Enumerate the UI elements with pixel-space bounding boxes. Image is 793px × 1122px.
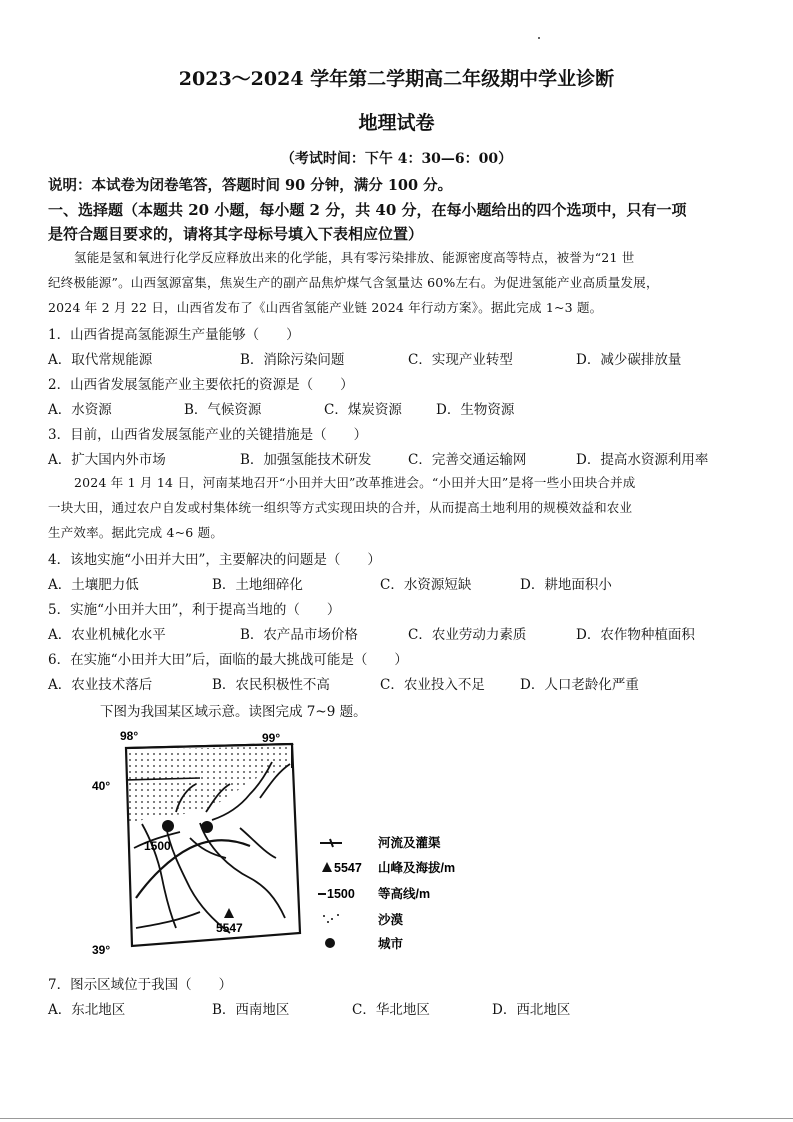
question-5: 5．实施“小田并大田”，利于提高当地的（ ） <box>48 602 341 618</box>
q5-option-d[interactable]: D．农作物种植面积 <box>576 627 695 643</box>
q2-option-c[interactable]: C．煤炭资源 <box>324 402 402 418</box>
river-icon <box>320 839 342 847</box>
city-icon <box>325 938 335 948</box>
subject-title: 地理试卷 <box>358 112 435 134</box>
question-2: 2．山西省发展氢能产业主要依托的资源是（ ） <box>48 377 354 393</box>
question-3: 3．目前，山西省发展氢能产业的关键措施是（ ） <box>48 427 368 443</box>
q6-option-b[interactable]: B．农民积极性不高 <box>212 677 330 693</box>
question-7: 7．图示区域位于我国（ ） <box>48 977 233 993</box>
q6-option-d[interactable]: D．人口老龄化严重 <box>520 677 639 693</box>
instructions: 说明：本试卷为闭卷笔答，答题时间 90 分钟，满分 100 分。 <box>48 177 453 194</box>
lon-label-98: 98° <box>120 729 139 743</box>
city-marker <box>162 820 174 832</box>
q3-option-a[interactable]: A．扩大国内外市场 <box>48 452 166 468</box>
section1-line1: 一、选择题（本题共 20 小题，每小题 2 分，共 40 分，在每小题给出的四个选项中，只有一项 <box>48 201 687 219</box>
q7-option-b[interactable]: B．西南地区 <box>212 1002 290 1018</box>
question-1: 1．山西省提高氢能源生产量能够（ ） <box>48 327 300 343</box>
lat-label-39: 39° <box>92 943 111 957</box>
section1-line2: 是符合题目要求的，请将其字母标号填入下表相应位置） <box>48 225 424 243</box>
passage2-line2: 一块大田，通过农户自发或村集体统一组织等方式实现田块的合并，从而提高土地利用的规模效益和农业 <box>48 500 633 515</box>
legend-peak-value: 5547 <box>334 861 362 875</box>
q4-option-c[interactable]: C．水资源短缺 <box>380 577 472 593</box>
legend-city-label: 城市 <box>378 937 404 951</box>
q2-option-d[interactable]: D．生物资源 <box>436 402 515 418</box>
q2-option-b[interactable]: B．气候资源 <box>184 402 262 418</box>
legend-peak-label: 山峰及海拔/m <box>378 861 456 875</box>
q7-option-d[interactable]: D．西北地区 <box>492 1002 571 1018</box>
passage2-line3: 生产效率。据此完成 4~6 题。 <box>48 525 224 540</box>
exam-title: 2023～2024 学年第二学期高二年级期中学业诊断 <box>178 68 615 90</box>
q5-option-a[interactable]: A．农业机械化水平 <box>48 627 166 643</box>
contour-label: 1500 <box>144 839 171 853</box>
q6-option-c[interactable]: C．农业投入不足 <box>380 677 485 693</box>
q4-option-b[interactable]: B．土地细碎化 <box>212 577 303 593</box>
passage2-line1: 2024 年 1 月 14 日，河南某地召开“小田并大田”改革推进会。“小田并大田”是将一些小田块合并成 <box>74 475 636 490</box>
map-legend <box>318 835 455 951</box>
question-6: 6．在实施“小田并大田”后，面临的最大挑战可能是（ ） <box>48 652 408 668</box>
q7-option-c[interactable]: C．华北地区 <box>352 1002 430 1018</box>
q5-option-b[interactable]: B．农产品市场价格 <box>240 627 358 643</box>
q2-option-a[interactable]: A．水资源 <box>48 402 112 418</box>
q7-option-a[interactable]: A．东北地区 <box>48 1002 126 1018</box>
legend-contour-label: 等高线/m <box>378 887 431 901</box>
region-map <box>80 728 500 963</box>
passage1-line2: 纪终极能源”。山西氢源富集，焦炭生产的副产品焦炉煤气含氢量达 60%左右。为促进氢能产业高质量发展， <box>48 275 659 290</box>
q1-option-b[interactable]: B．消除污染问题 <box>240 352 345 368</box>
q4-option-a[interactable]: A．土壤肥力低 <box>48 577 139 593</box>
desert-area <box>126 746 292 824</box>
scan-dot <box>538 37 540 39</box>
question-4: 4．该地实施“小田并大田”，主要解决的问题是（ ） <box>48 552 381 568</box>
q1-option-d[interactable]: D．减少碳排放量 <box>576 352 682 368</box>
legend-contour-value: 1500 <box>327 887 355 901</box>
desert-icon <box>323 914 339 923</box>
q4-option-d[interactable]: D．耕地面积小 <box>520 577 612 593</box>
page-bottom-rule <box>0 1118 793 1119</box>
q5-option-c[interactable]: C．农业劳动力素质 <box>408 627 527 643</box>
lon-label-99: 99° <box>262 731 281 745</box>
peak-label: 5547 <box>216 921 243 935</box>
exam-time: （考试时间：下午 4：30—6：00） <box>280 151 513 167</box>
map-intro: 下图为我国某区域示意。读图完成 7~9 题。 <box>100 704 367 720</box>
passage1-line3: 2024 年 2 月 22 日，山西省发布了《山西省氢能产业链 2024 年行动方案》。据此完成 1~3 题。 <box>48 300 603 315</box>
q1-option-a[interactable]: A．取代常规能源 <box>48 352 153 368</box>
q3-option-d[interactable]: D．提高水资源利用率 <box>576 452 709 468</box>
q3-option-b[interactable]: B．加强氢能技术研发 <box>240 452 372 468</box>
q3-option-c[interactable]: C．完善交通运输网 <box>408 452 527 468</box>
peak-marker <box>224 908 234 918</box>
legend-river-label: 河流及灌渠 <box>378 836 441 850</box>
passage1-line1: 氢能是氢和氧进行化学反应释放出来的化学能，具有零污染排放、能源密度高等特点，被誉为“21 世 <box>74 250 635 265</box>
lat-label-40: 40° <box>92 779 111 793</box>
q1-option-c[interactable]: C．实现产业转型 <box>408 352 513 368</box>
legend-desert-label: 沙漠 <box>378 913 404 927</box>
city-marker <box>201 821 213 833</box>
q6-option-a[interactable]: A．农业技术落后 <box>48 677 153 693</box>
peak-icon <box>322 862 332 872</box>
